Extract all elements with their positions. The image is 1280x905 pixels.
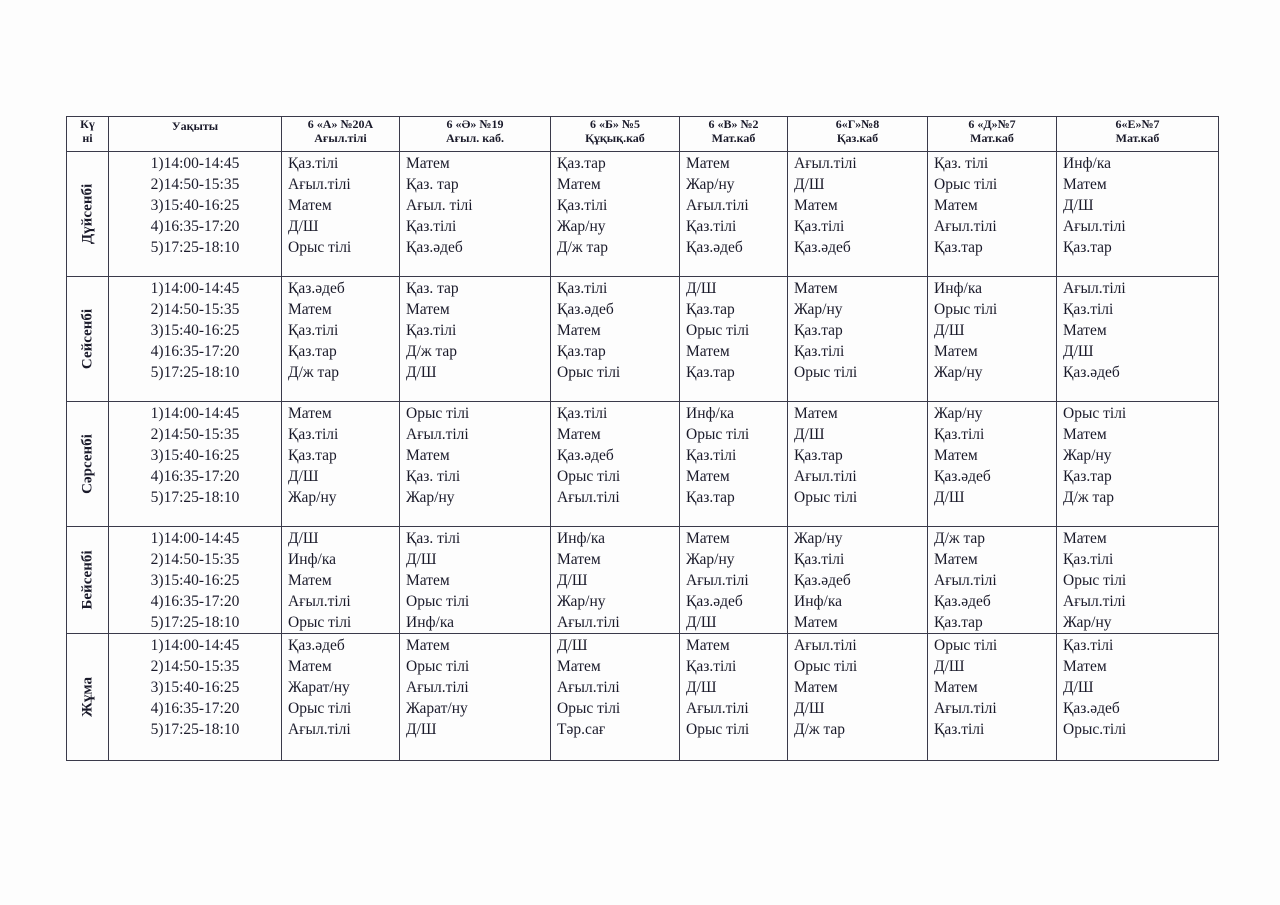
subject: Қаз.әдеб [406, 239, 463, 256]
class-subjects-cell [400, 527, 551, 634]
subject: Матем [794, 280, 838, 297]
subject: Қаз.тар [288, 343, 337, 360]
subject: Д/Ш [934, 322, 965, 339]
subject: Матем [794, 197, 838, 214]
class-subjects-cell [400, 277, 551, 402]
subject: Қаз.әдеб [1063, 700, 1120, 717]
subject: Матем [406, 447, 450, 464]
subject: Қаз.әдеб [1063, 364, 1120, 381]
subject: Матем [1063, 176, 1107, 193]
subject: Ағыл.тілі [686, 700, 749, 717]
subject: Д/ж тар [934, 530, 986, 547]
class-subjects-cell [928, 634, 1057, 761]
subject: Матем [934, 447, 978, 464]
subject: Қаз.әдеб [288, 637, 345, 654]
subject: Д/Ш [1063, 343, 1094, 360]
time-slot: 1)14:00-14:45 [150, 280, 240, 297]
subject: Матем [557, 551, 601, 568]
subject: Ағыл.тілі [406, 426, 469, 443]
time-slot: 5)17:25-18:10 [150, 489, 240, 506]
subject: Қаз.тар [557, 155, 606, 172]
class-subjects-cell [680, 634, 788, 761]
subject: Ағыл.тілі [557, 489, 620, 506]
subject: Д/Ш [794, 176, 825, 193]
subject: Жар/ну [288, 489, 337, 506]
class-subjects-cell [788, 634, 928, 761]
subject: Қаз.тар [934, 614, 983, 631]
class-subjects-cell [928, 277, 1057, 402]
class-subjects-cell [1057, 634, 1219, 761]
subject: Орыс тілі [686, 426, 750, 443]
subject: Ағыл.тілі [557, 679, 620, 696]
subject: Қаз.тілі [794, 343, 845, 360]
subject: Матем [934, 551, 978, 568]
subject: Қаз.тілі [794, 218, 845, 235]
subject: Орыс тілі [794, 489, 858, 506]
subject: Ағыл.тілі [288, 721, 351, 738]
subject: Д/Ш [288, 468, 319, 485]
class-subjects-cell [1057, 277, 1219, 402]
class-subjects-cell [928, 402, 1057, 527]
day-name: Дүйсенбі [79, 183, 95, 245]
subject: Орыс.тілі [1063, 721, 1127, 738]
subject: Қаз.тілі [1063, 637, 1114, 654]
time-slot: 2)14:50-15:35 [150, 551, 240, 568]
time-slot: 3)15:40-16:25 [150, 572, 240, 589]
subject: Орыс тілі [406, 405, 470, 422]
subject: Орыс тілі [557, 364, 621, 381]
subject: Д/Ш [288, 218, 319, 235]
subject: Қаз.әдеб [934, 593, 991, 610]
subject: Орыс тілі [288, 700, 352, 717]
class-subjects-cell [551, 152, 680, 277]
subject: Матем [794, 405, 838, 422]
header-row [67, 117, 1219, 152]
day-name: Сәрсенбі [79, 434, 95, 494]
time-slot: 2)14:50-15:35 [150, 426, 240, 443]
subject: Инф/ка [794, 593, 843, 610]
class-subjects-cell [400, 402, 551, 527]
subject: Матем [1063, 322, 1107, 339]
class-subjects-cell [680, 277, 788, 402]
subject: Орыс тілі [1063, 572, 1127, 589]
subject: Инф/ка [288, 551, 337, 568]
subject: Ағыл.тілі [406, 679, 469, 696]
subject: Қаз.тілі [406, 218, 457, 235]
subject: Қаз.әдеб [557, 301, 614, 318]
subject: Ағыл.тілі [288, 176, 351, 193]
class-subjects-cell [400, 634, 551, 761]
subject: Матем [288, 572, 332, 589]
class-subjects-cell [551, 634, 680, 761]
class-subjects-cell [400, 152, 551, 277]
header-time: Уақыты [109, 117, 282, 152]
subject: Ағыл. тілі [406, 197, 473, 214]
subject: Д/Ш [557, 572, 588, 589]
subject: Тәр.сағ [557, 721, 606, 738]
schedule-table [66, 116, 1219, 761]
subject: Д/Ш [794, 700, 825, 717]
subject: Қаз.тар [1063, 468, 1112, 485]
time-slot: 4)16:35-17:20 [150, 468, 240, 485]
subject: Жар/ну [1063, 614, 1112, 631]
subject: Матем [288, 197, 332, 214]
header-class: 6 «Б» №5 Құқық.каб [551, 117, 680, 152]
day-row [67, 277, 1219, 402]
subject: Жар/ну [557, 593, 606, 610]
subject: Д/Ш [686, 679, 717, 696]
header-class: 6 «Ә» №19 Ағыл. каб. [400, 117, 551, 152]
subject: Матем [686, 530, 730, 547]
subject: Матем [288, 301, 332, 318]
class-subjects-cell [1057, 152, 1219, 277]
subject: Матем [686, 155, 730, 172]
subject: Д/Ш [686, 614, 717, 631]
subject: Қаз.тар [288, 447, 337, 464]
time-slot: 4)16:35-17:20 [150, 700, 240, 717]
subject: Жар/ну [557, 218, 606, 235]
subject: Матем [794, 679, 838, 696]
class-subjects-cell [788, 402, 928, 527]
subject: Д/ж тар [1063, 489, 1115, 506]
subject: Қаз.тілі [557, 405, 608, 422]
subject: Қаз.тілі [288, 322, 339, 339]
subject: Д/Ш [406, 364, 437, 381]
subject: Матем [406, 637, 450, 654]
subject: Инф/ка [557, 530, 606, 547]
subject: Матем [557, 176, 601, 193]
header-class: 6«Г»№8 Қаз.каб [788, 117, 928, 152]
class-subjects-cell [928, 527, 1057, 634]
subject: Қаз.тар [794, 447, 843, 464]
time-slot: 5)17:25-18:10 [150, 614, 240, 631]
day-name-cell [67, 527, 109, 634]
subject: Матем [406, 301, 450, 318]
subject: Д/Ш [934, 489, 965, 506]
subject: Д/ж тар [406, 343, 458, 360]
subject: Матем [1063, 426, 1107, 443]
subject: Ағыл.тілі [934, 700, 997, 717]
time-slot: 4)16:35-17:20 [150, 593, 240, 610]
time-slot: 3)15:40-16:25 [150, 447, 240, 464]
subject: Матем [686, 468, 730, 485]
class-subjects-cell [282, 402, 400, 527]
subject: Инф/ка [686, 405, 735, 422]
subject: Ағыл.тілі [557, 614, 620, 631]
subject: Қаз.тар [686, 301, 735, 318]
subject: Д/Ш [1063, 679, 1094, 696]
subject: Д/Ш [557, 637, 588, 654]
class-subjects-cell [551, 277, 680, 402]
subject: Д/Ш [288, 530, 319, 547]
subject: Қаз.тілі [557, 280, 608, 297]
day-name-cell [67, 634, 109, 761]
subject: Орыс тілі [686, 322, 750, 339]
subject: Жар/ну [1063, 447, 1112, 464]
time-slot: 3)15:40-16:25 [150, 197, 240, 214]
subject: Матем [406, 572, 450, 589]
day-row [67, 402, 1219, 527]
subject: Жар/ну [794, 301, 843, 318]
day-name: Сейсенбі [79, 308, 95, 370]
class-subjects-cell [788, 152, 928, 277]
subject: Қаз.тар [686, 489, 735, 506]
time-slot: 4)16:35-17:20 [150, 218, 240, 235]
subject: Орыс тілі [557, 700, 621, 717]
subject: Қаз. тар [406, 280, 459, 297]
class-subjects-cell [680, 402, 788, 527]
subject: Ағыл.тілі [1063, 593, 1126, 610]
subject: Қаз. тілі [934, 155, 989, 172]
subject: Ағыл.тілі [794, 155, 857, 172]
subject: Қаз.тілі [934, 721, 985, 738]
subject: Қаз. тілі [406, 468, 461, 485]
subject: Д/ж тар [557, 239, 609, 256]
subject: Матем [686, 637, 730, 654]
subject: Жар/ну [406, 489, 455, 506]
subject: Қаз.тар [557, 343, 606, 360]
subject: Қаз. тілі [406, 530, 461, 547]
subject: Қаз.тілі [1063, 301, 1114, 318]
subject: Ағыл.тілі [1063, 218, 1126, 235]
class-subjects-cell [551, 527, 680, 634]
subject: Матем [557, 658, 601, 675]
class-subjects-cell [282, 634, 400, 761]
subject: Жар/ну [686, 551, 735, 568]
subject: Матем [406, 155, 450, 172]
class-subjects-cell [551, 402, 680, 527]
subject: Д/Ш [406, 551, 437, 568]
subject: Қаз.тілі [686, 447, 737, 464]
subject: Қаз.тілі [288, 155, 339, 172]
time-slot: 5)17:25-18:10 [150, 721, 240, 738]
time-slots-cell [109, 527, 282, 634]
subject: Д/Ш [1063, 197, 1094, 214]
time-slot: 2)14:50-15:35 [150, 658, 240, 675]
time-slot: 5)17:25-18:10 [150, 239, 240, 256]
subject: Ағыл.тілі [794, 468, 857, 485]
class-subjects-cell [282, 152, 400, 277]
subject: Орыс тілі [288, 614, 352, 631]
header-class: 6 «А» №20А Ағыл.тілі [282, 117, 400, 152]
subject: Қаз.тілі [1063, 551, 1114, 568]
subject: Қаз. тар [406, 176, 459, 193]
subject: Орыс тілі [934, 301, 998, 318]
subject: Қаз.әдеб [557, 447, 614, 464]
class-subjects-cell [928, 152, 1057, 277]
time-slots-cell [109, 277, 282, 402]
subject: Жарат/ну [406, 700, 468, 717]
day-name-cell [67, 402, 109, 527]
header-class: 6 «Д»№7 Мат.каб [928, 117, 1057, 152]
subject: Қаз.тар [934, 239, 983, 256]
class-subjects-cell [788, 277, 928, 402]
day-name-cell [67, 152, 109, 277]
time-slot: 4)16:35-17:20 [150, 343, 240, 360]
subject: Ағыл.тілі [686, 572, 749, 589]
subject: Қаз.әдеб [794, 572, 851, 589]
header-day: Кү ні [67, 117, 109, 152]
time-slots-cell [109, 152, 282, 277]
subject: Орыс тілі [406, 593, 470, 610]
day-row [67, 634, 1219, 761]
class-subjects-cell [282, 527, 400, 634]
subject: Матем [934, 197, 978, 214]
subject: Қаз.тілі [934, 426, 985, 443]
subject: Қаз.тілі [557, 197, 608, 214]
subject: Қаз.тілі [288, 426, 339, 443]
subject: Қаз.әдеб [794, 239, 851, 256]
class-subjects-cell [680, 152, 788, 277]
day-name: Жұма [79, 677, 95, 717]
time-slot: 3)15:40-16:25 [150, 679, 240, 696]
time-slot: 1)14:00-14:45 [150, 405, 240, 422]
subject: Орыс тілі [794, 364, 858, 381]
subject: Қаз.әдеб [934, 468, 991, 485]
subject: Матем [934, 343, 978, 360]
subject: Д/Ш [934, 658, 965, 675]
time-slots-cell [109, 402, 282, 527]
subject: Матем [934, 679, 978, 696]
day-row [67, 152, 1219, 277]
subject: Матем [288, 405, 332, 422]
class-subjects-cell [1057, 402, 1219, 527]
day-name-cell [67, 277, 109, 402]
day-row [67, 527, 1219, 634]
subject: Инф/ка [1063, 155, 1112, 172]
subject: Д/ж тар [288, 364, 340, 381]
day-name: Бейсенбі [79, 550, 95, 610]
subject: Орыс тілі [1063, 405, 1127, 422]
subject: Д/Ш [686, 280, 717, 297]
subject: Орыс тілі [794, 658, 858, 675]
subject: Инф/ка [406, 614, 455, 631]
subject: Матем [1063, 658, 1107, 675]
class-subjects-cell [788, 527, 928, 634]
subject: Қаз.тілі [686, 218, 737, 235]
subject: Матем [288, 658, 332, 675]
subject: Қаз.тар [794, 322, 843, 339]
subject: Қаз.тілі [406, 322, 457, 339]
subject: Орыс тілі [686, 721, 750, 738]
subject: Инф/ка [934, 280, 983, 297]
subject: Қаз.тілі [686, 658, 737, 675]
subject: Орыс тілі [288, 239, 352, 256]
class-subjects-cell [1057, 527, 1219, 634]
subject: Ағыл.тілі [686, 197, 749, 214]
time-slot: 1)14:00-14:45 [150, 155, 240, 172]
header-class: 6«Е»№7 Мат.каб [1057, 117, 1219, 152]
class-subjects-cell [680, 527, 788, 634]
subject: Жар/ну [934, 405, 983, 422]
subject: Матем [557, 322, 601, 339]
subject: Қаз.тар [1063, 239, 1112, 256]
subject: Орыс тілі [934, 637, 998, 654]
subject: Ағыл.тілі [934, 572, 997, 589]
subject: Жар/ну [794, 530, 843, 547]
time-slot: 2)14:50-15:35 [150, 176, 240, 193]
subject: Қаз.тілі [794, 551, 845, 568]
subject: Жар/ну [934, 364, 983, 381]
subject: Жарат/ну [288, 679, 350, 696]
subject: Матем [794, 614, 838, 631]
class-subjects-cell [282, 277, 400, 402]
header-class: 6 «В» №2 Мат.каб [680, 117, 788, 152]
subject: Д/ж тар [794, 721, 846, 738]
subject: Жар/ну [686, 176, 735, 193]
time-slot: 1)14:00-14:45 [150, 637, 240, 654]
time-slots-cell [109, 634, 282, 761]
subject: Матем [557, 426, 601, 443]
subject: Қаз.әдеб [686, 239, 743, 256]
subject: Ағыл.тілі [794, 637, 857, 654]
time-slot: 5)17:25-18:10 [150, 364, 240, 381]
subject: Матем [686, 343, 730, 360]
subject: Қаз.әдеб [686, 593, 743, 610]
subject: Д/Ш [406, 721, 437, 738]
time-slot: 2)14:50-15:35 [150, 301, 240, 318]
subject: Орыс тілі [406, 658, 470, 675]
subject: Қаз.әдеб [288, 280, 345, 297]
time-slot: 1)14:00-14:45 [150, 530, 240, 547]
subject: Ағыл.тілі [288, 593, 351, 610]
subject: Орыс тілі [557, 468, 621, 485]
subject: Қаз.тар [686, 364, 735, 381]
subject: Орыс тілі [934, 176, 998, 193]
time-slot: 3)15:40-16:25 [150, 322, 240, 339]
subject: Матем [1063, 530, 1107, 547]
subject: Д/Ш [794, 426, 825, 443]
subject: Ағыл.тілі [1063, 280, 1126, 297]
subject: Ағыл.тілі [934, 218, 997, 235]
